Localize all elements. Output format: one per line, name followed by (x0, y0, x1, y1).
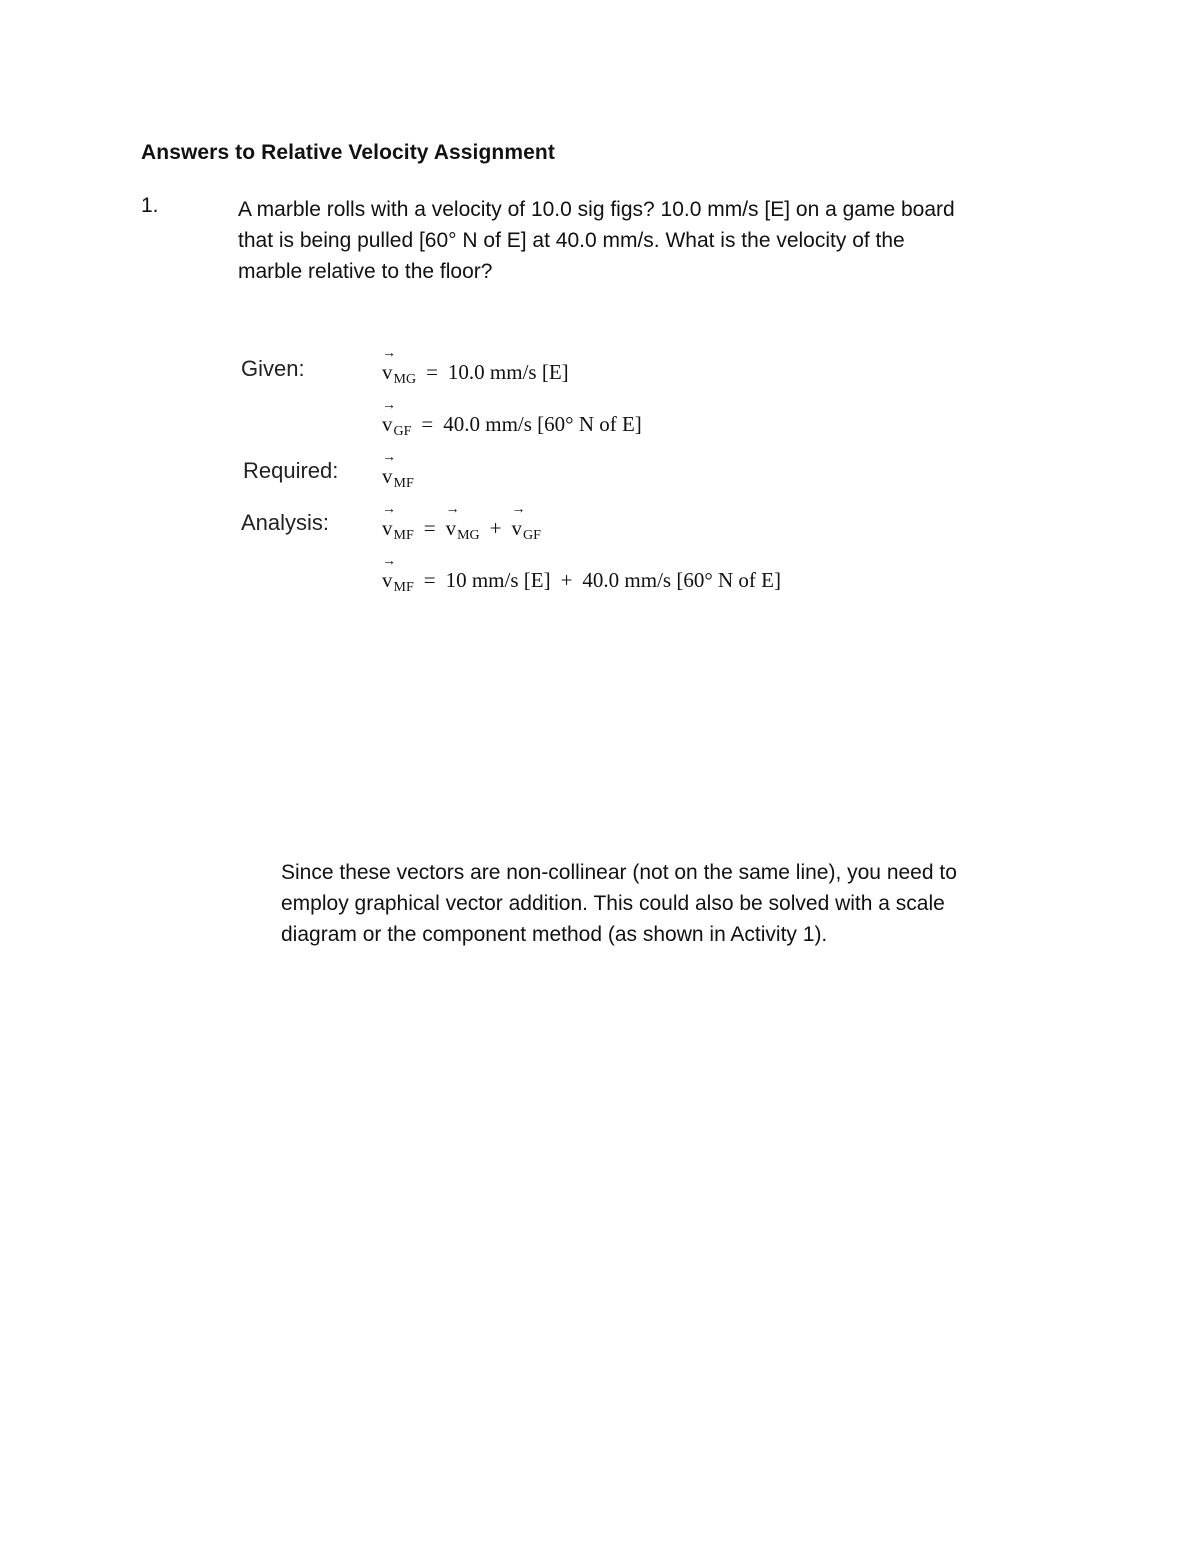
vector-v-mf: → $v_{MF}$ (382, 502, 414, 543)
vector-v-mg: → $v_{MG}$ (445, 502, 480, 543)
vector-arrow-icon: → (382, 450, 396, 465)
analysis-2-term-2: 40.0 mm/s [60° N of E] (582, 568, 781, 592)
analysis-2-term-1: 10 mm/s [E] (445, 568, 551, 592)
explanation-line: diagram or the component method (as shown in Activity 1). (281, 923, 828, 946)
equals-sign: = (423, 516, 436, 540)
vector-arrow-icon: → (382, 346, 396, 361)
vector-v-gf: → $v_{GF}$ (511, 502, 541, 543)
vector-arrow-icon: → (382, 554, 396, 569)
page-title: Answers to Relative Velocity Assignment (141, 141, 555, 164)
explanation-text (281, 857, 1081, 950)
question-number: 1. (141, 194, 159, 217)
plus-sign: + (560, 568, 573, 592)
analysis-equation-2 (382, 554, 781, 596)
question-line: marble relative to the floor? (238, 260, 493, 283)
vector-arrow-icon: → (382, 502, 396, 517)
given-equation-2 (382, 398, 642, 440)
explanation-line: employ graphical vector addition. This could also be solved with a scale (281, 892, 945, 915)
analysis-equation-1 (382, 502, 541, 544)
equals-sign: = (421, 412, 434, 436)
given-1-value: 10.0 mm/s [E] (447, 360, 569, 384)
explanation-line: Since these vectors are non-collinear (not on the same line), you need to (281, 861, 957, 884)
question-line: that is being pulled [60° N of E] at 40.0 mm/s. What is the velocity of the (238, 229, 905, 252)
vector-arrow-icon: → (511, 502, 526, 517)
given-2-value: 40.0 mm/s [60° N of E] (443, 412, 642, 436)
given-label: Given: (241, 356, 305, 381)
required-equation (382, 450, 414, 492)
question-text (238, 194, 1058, 287)
required-label: Required: (243, 458, 339, 483)
vector-arrow-icon: → (382, 398, 396, 413)
vector-v-mf: → $v_{MF}$ (382, 554, 414, 595)
vector-v-mf: → $v_{MF}$ (382, 450, 414, 491)
analysis-label: Analysis: (241, 510, 330, 535)
plus-sign: + (489, 516, 502, 540)
vector-v-mg: → $v_{MG}$ (382, 346, 417, 387)
given-equation-1 (382, 346, 569, 388)
question-line: A marble rolls with a velocity of 10.0 sig figs? 10.0 mm/s [E] on a game board (238, 198, 955, 221)
vector-arrow-icon: → (445, 502, 460, 517)
vector-v-gf: → $v_{GF}$ (382, 398, 412, 439)
equals-sign: = (423, 568, 436, 592)
equals-sign: = (426, 360, 438, 384)
